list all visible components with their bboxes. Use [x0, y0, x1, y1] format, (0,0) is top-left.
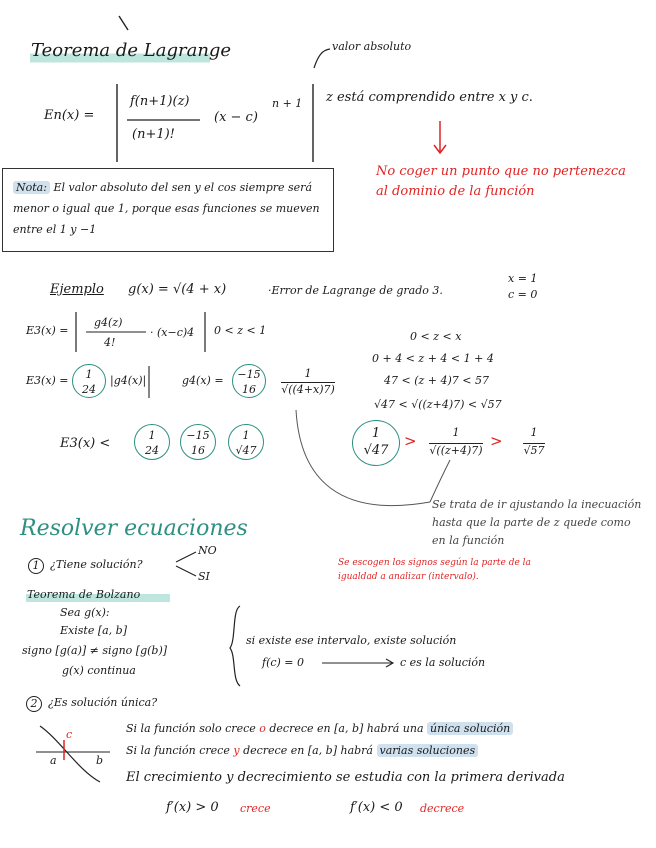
abs-arrow	[314, 49, 330, 68]
final-c	[228, 424, 264, 460]
lagrange-lhs: En(x) =	[44, 108, 95, 123]
graph-a: a	[50, 754, 57, 767]
g4-frac-den: √((4+x)7)	[281, 383, 335, 396]
graph-c: c	[66, 728, 73, 741]
e3-num: g4(z)	[94, 316, 123, 329]
gt-1: >	[404, 432, 417, 450]
c-is-sol: c es la solución	[400, 656, 486, 669]
bolzano-sign: signo [g(a)] ≠ signo [g(b)]	[22, 644, 168, 657]
note-label: Nota:	[13, 181, 50, 194]
cond-c: c = 0	[508, 288, 538, 301]
lagrange-numerator: f(n+1)(z)	[130, 94, 190, 109]
cond-x: x = 1	[508, 272, 538, 285]
d2: f′(x) < 0	[350, 800, 403, 815]
branch-si	[176, 566, 196, 576]
e3b-frac	[72, 364, 106, 398]
q1-text: ¿Tiene solución?	[50, 558, 143, 571]
d1: f′(x) > 0	[166, 800, 219, 815]
line1-a: Si la función solo crece	[126, 722, 256, 735]
g4-coef-den: 16	[242, 383, 256, 396]
g4-coef-num: −15	[237, 368, 261, 381]
q1-number: 1	[28, 558, 44, 574]
example-task: ·Error de Lagrange de grado 3.	[268, 284, 443, 297]
ineq-4: √47 < √((z+4)7) < √57	[374, 398, 502, 411]
final-b-num: −15	[186, 429, 210, 442]
fc-eq: f(c) = 0	[262, 656, 305, 669]
big-b-den: √((z+4)7)	[429, 444, 483, 457]
q2-number: 2	[26, 696, 42, 712]
big-b-num: 1	[452, 426, 460, 439]
big-c-num: 1	[530, 426, 538, 439]
final-a	[134, 424, 170, 460]
ineq-1: 0 < z < x	[410, 330, 462, 343]
e3-den: 4!	[104, 336, 116, 349]
line2-a: Si la función crece	[126, 744, 230, 757]
e3b-frac-den: 24	[82, 383, 96, 396]
final-c-num: 1	[242, 429, 250, 442]
line1-b: decrece en [a, b] habrá una	[269, 722, 424, 735]
big-b	[422, 424, 490, 460]
g4-frac-num: 1	[304, 367, 312, 380]
e3-factor: · (x−c)4	[150, 326, 195, 339]
branch-no	[176, 552, 196, 562]
pen-tick	[119, 16, 128, 30]
down-arrow	[434, 121, 446, 153]
equations-title: Resolver ecuaciones	[20, 516, 248, 541]
side-note: Se trata de ir ajustando la inecuación hasta que la parte de z quede como en la función	[432, 498, 642, 547]
line2-b: decrece en [a, b] habrá	[243, 744, 373, 757]
e3-lhs: E3(x) =	[26, 324, 69, 337]
bolzano-exists: Existe [a, b]	[60, 624, 127, 637]
final-c-den: √47	[235, 444, 257, 457]
e3b-rest: |g4(x)|	[110, 374, 147, 387]
branch-si-label: SI	[198, 570, 210, 583]
e3b-lhs: E3(x) =	[26, 374, 69, 387]
big-c-den: √57	[523, 444, 545, 457]
ineq-3: 47 < (z + 4)7 < 57	[384, 374, 489, 387]
note-text: El valor absoluto del sen y el cos siempre será menor o igual que 1, porque esas funciones se mueven entre el 1 y −1	[13, 181, 320, 236]
final-b-den: 16	[191, 444, 205, 457]
derivative-line: El crecimiento y decrecimiento se estudia con la primera derivada	[126, 770, 565, 785]
big-a-num: 1	[371, 426, 381, 441]
g4-lhs: g4(x) =	[182, 374, 224, 387]
lagrange-exponent: n + 1	[272, 97, 303, 110]
brace-bolzano	[230, 606, 240, 686]
bolzano-cont: g(x) continua	[62, 664, 136, 677]
big-a-den: √47	[363, 443, 389, 458]
unique-line	[126, 722, 513, 735]
branch-no-label: NO	[198, 544, 217, 557]
multi-line	[126, 744, 478, 757]
red-note: Se escogen los signos según la parte de la igualdad a analizar (intervalo).	[338, 558, 531, 582]
big-a	[352, 420, 400, 466]
z-between: z está comprendido entre x y c.	[326, 90, 533, 105]
arrow-fc	[322, 659, 393, 667]
g4-frac	[276, 366, 340, 398]
d2-word: decrece	[420, 802, 465, 815]
lagrange-title: Teorema de Lagrange	[31, 40, 232, 61]
graph-b: b	[96, 754, 104, 767]
gt-2: >	[490, 432, 503, 450]
final-b	[180, 424, 216, 460]
line2-hl: varias soluciones	[377, 744, 479, 757]
lagrange-factor: (x − c)	[214, 110, 258, 125]
q2-text: ¿Es solución única?	[48, 696, 158, 709]
abs-label: valor absoluto	[332, 40, 412, 53]
bolzano-title: Teorema de Bolzano	[27, 588, 141, 601]
e3b-frac-num: 1	[85, 368, 93, 381]
line1-hl: única solución	[427, 722, 513, 735]
example-label: Ejemplo	[50, 282, 104, 297]
big-c	[514, 424, 554, 460]
note-box	[2, 168, 334, 252]
exists-sol: si existe ese intervalo, existe solución	[246, 634, 457, 647]
example-func: g(x) = √(4 + x)	[128, 282, 227, 297]
lagrange-denominator: (n+1)!	[132, 127, 175, 142]
ineq-2: 0 + 4 < z + 4 < 1 + 4	[372, 352, 494, 365]
final-lhs: E3(x) <	[60, 436, 111, 451]
domain-warning: No coger un punto que no pertenezca al dominio de la función	[376, 164, 626, 199]
final-a-num: 1	[148, 429, 156, 442]
line2-y: y	[233, 744, 240, 757]
line1-o: o	[259, 722, 266, 735]
d1-word: crece	[240, 802, 271, 815]
final-a-den: 24	[145, 444, 159, 457]
e3-range: 0 < z < 1	[214, 324, 267, 337]
g4-coef	[232, 364, 266, 398]
bolzano-sea: Sea g(x):	[60, 606, 110, 619]
